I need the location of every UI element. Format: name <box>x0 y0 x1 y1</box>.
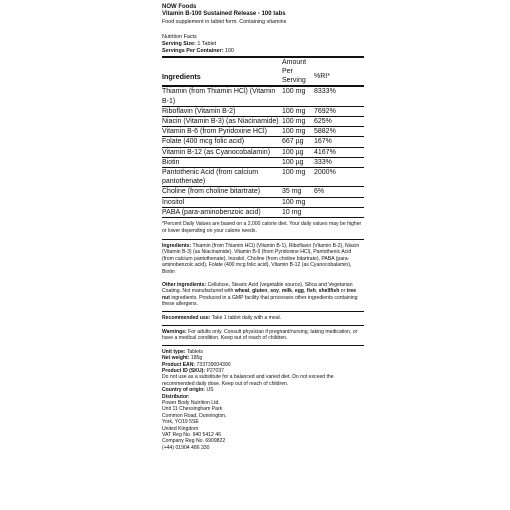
allergen-statement: ingredients. Produced in a GMP facility that processes other ingredients containing these allergens. <box>162 294 358 308</box>
distributor-line: Power Body Nutrition Ltd. <box>162 400 220 407</box>
table-row <box>162 197 364 207</box>
nutrient-ri: 4167% <box>314 147 364 157</box>
recommended-use-text: Take 1 tablet daily with a meal. <box>211 314 282 321</box>
other-ingredients-list: Cellulose, Stearic Acid (vegetable source), Silica and Vegetarian Coating. Not manufactured with <box>162 281 353 295</box>
net-weight-label: Net weight: <box>162 355 190 362</box>
nutrient-name: Choline (from choline bitartrate) <box>162 187 282 197</box>
allergen-separator: , <box>303 288 306 295</box>
nutrient-name: Folate (400 mcg folic acid) <box>162 137 282 147</box>
allergen: wheat <box>234 288 250 295</box>
distributor-line: (+44) 01904 486 330 <box>162 444 210 451</box>
nutrient-ri <box>314 197 364 207</box>
servings-per-container-value: 100 <box>224 47 234 54</box>
servings-per-container <box>162 48 364 55</box>
allergen-separator: , <box>249 288 251 295</box>
warnings-label: Warnings: <box>162 328 187 335</box>
nutrient-amount: 100 mg <box>282 127 314 137</box>
table-row <box>162 147 364 157</box>
allergen-separator: , <box>292 288 294 295</box>
nutrient-amount: 100 mg <box>282 117 314 127</box>
allergen-separator: , <box>315 288 318 295</box>
nutrition-rows <box>162 86 364 217</box>
label-details <box>162 239 364 452</box>
nutrient-ri: 6% <box>314 187 364 197</box>
usage-notice: Do not use as a substitute for a balanced and varied diet. Do not exceed the recommended daily dose. Keep out of reach of children. <box>162 374 334 387</box>
brand-name: NOW Foods <box>162 4 197 10</box>
allergen: fish <box>306 288 316 295</box>
warnings-section <box>162 326 364 346</box>
nutrient-amount: 100 mg <box>282 86 314 106</box>
nutrient-name: Thiamin (from Thiamin HCl) (Vitamin B-1) <box>162 86 282 106</box>
nutrient-amount: 35 mg <box>282 187 314 197</box>
nutrient-amount: 100 mg <box>282 168 314 187</box>
distributor-line: Company Reg No. 6909822 <box>162 438 226 445</box>
product-name: Vitamin B-100 Sustained Release - 100 tabs <box>162 11 286 18</box>
net-weight-value: 185g <box>190 355 203 362</box>
serving-size-label: Serving Size: <box>162 40 196 47</box>
nutrient-ri: 167% <box>314 137 364 147</box>
product-description: Food supplement in tablet form. Containing vitamins <box>162 18 287 25</box>
distributor-label: Distributor: <box>162 393 190 400</box>
ingredients-label: Ingredients: <box>162 242 192 249</box>
table-row <box>162 187 364 197</box>
header-ri: %RI* <box>314 73 330 81</box>
daily-value-footnote: *Percent Daily Values are based on a 2,000 calorie diet. Your daily values may be higher or lower depending on your calorie needs. <box>162 217 364 239</box>
nutrient-name: Pantothenic Acid (from calcium pantothenate) <box>162 168 282 187</box>
distributor-line: Unit 11 Chessingham Park <box>162 406 223 413</box>
nutrient-ri: 333% <box>314 157 364 167</box>
table-row <box>162 137 364 147</box>
ingredients-list: Thiamin (from Thiamin HCl) (Vitamin B-1), Riboflavin (Vitamin B-2), Niacin (Vitamin B-3) (as Niacinamide), Vitamin B-6 (from Pyridoxine HCl), Pantothenic Acid (from calcium pantothenate), Inositol, Choline (from choline bitartrate), PABA (para-aminobenzoic acid), Folate (400 mcg folic acid), Vitamin B-12 (as Cyanocobalamin), Biotin <box>162 242 360 276</box>
nutrition-table <box>162 58 364 217</box>
nutrient-name: Vitamin B-6 (from Pyridoxine HCl) <box>162 127 282 137</box>
unit-type-value: Tablets <box>186 348 203 355</box>
recommended-use-section <box>162 312 364 326</box>
nutrient-ri: 2000% <box>314 168 364 187</box>
allergen: gluten <box>252 288 268 295</box>
nutrient-name: Vitamin B-12 (as Cyanocobalamin) <box>162 147 282 157</box>
allergen: tree nut <box>162 288 357 301</box>
allergen-separator: , <box>267 288 269 295</box>
nutrient-ri: 625% <box>314 117 364 127</box>
header-amount-per-serving: Amount Per Serving <box>282 59 307 85</box>
table-row <box>162 117 364 127</box>
nutrient-ri: 7692% <box>314 106 364 116</box>
nutrient-name: Biotin <box>162 157 282 167</box>
distributor-line: United Kingdom <box>162 425 199 432</box>
nutrient-ri: 8333% <box>314 86 364 106</box>
distributor-line: York, YO19 5SE <box>162 419 199 426</box>
serving-size-value: 1 Tablet <box>197 40 217 47</box>
product-sku-label: Product ID (SKU): <box>162 367 206 374</box>
table-row <box>162 106 364 116</box>
serving-size <box>162 41 364 48</box>
distributor-line: VAT Reg No. 940 5412 46 <box>162 432 221 439</box>
table-row <box>162 86 364 106</box>
product-info-section <box>162 346 364 452</box>
supplement-label <box>162 4 364 451</box>
allergen: egg <box>294 288 304 295</box>
nutrient-name: Niacin (Vitamin B-3) (as Niacinamide) <box>162 117 282 127</box>
allergen: soy <box>270 288 279 295</box>
country-of-origin-label: Country of origin: <box>162 387 206 394</box>
unit-type-label: Unit type: <box>162 348 186 355</box>
nutrient-name: Riboflavin (Vitamin B-2) <box>162 106 282 116</box>
allergen-separator: or <box>340 288 346 295</box>
header-ingredients: Ingredients <box>162 72 201 82</box>
nutrient-name: Inositol <box>162 197 282 207</box>
ingredients-section <box>162 240 364 312</box>
table-row <box>162 207 364 217</box>
table-header-row <box>162 58 364 86</box>
product-ean-value: 733739004390 <box>196 361 231 368</box>
nutrient-amount: 100 mg <box>282 197 314 207</box>
other-ingredients-text <box>162 282 364 308</box>
nutrient-ri: 5882% <box>314 127 364 137</box>
table-row <box>162 127 364 137</box>
recommended-use-label: Recommended use: <box>162 314 211 321</box>
nutrient-name: PABA (para-aminobenzoic acid) <box>162 207 282 217</box>
servings-per-container-label: Servings Per Container: <box>162 47 224 54</box>
nutrient-amount: 100 µg <box>282 157 314 167</box>
allergen: shellfish <box>318 288 340 295</box>
allergen-separator: , <box>278 288 281 295</box>
nutrient-ri <box>314 207 364 217</box>
distributor-line: Common Road, Dunnington, <box>162 412 227 419</box>
product-sku-value: P27037 <box>206 367 224 374</box>
country-of-origin-value: US <box>206 387 214 394</box>
allergen: milk <box>281 288 293 295</box>
nutrient-amount: 100 µg <box>282 147 314 157</box>
nutrient-amount: 667 µg <box>282 137 314 147</box>
table-row <box>162 157 364 167</box>
nutrition-facts-title: Nutrition Facts <box>162 33 197 40</box>
ingredients-text <box>162 243 364 276</box>
nutrient-amount: 10 mg <box>282 207 314 217</box>
nutrient-amount: 100 mg <box>282 106 314 116</box>
product-ean-label: Product EAN: <box>162 361 196 368</box>
table-row <box>162 168 364 187</box>
other-ingredients-label: Other ingredients: <box>162 281 207 288</box>
warnings-text: For adults only. Consult physician if pregnant/nursing, taking medication, or have a medical condition. Keep out of reach of children. <box>162 328 358 342</box>
